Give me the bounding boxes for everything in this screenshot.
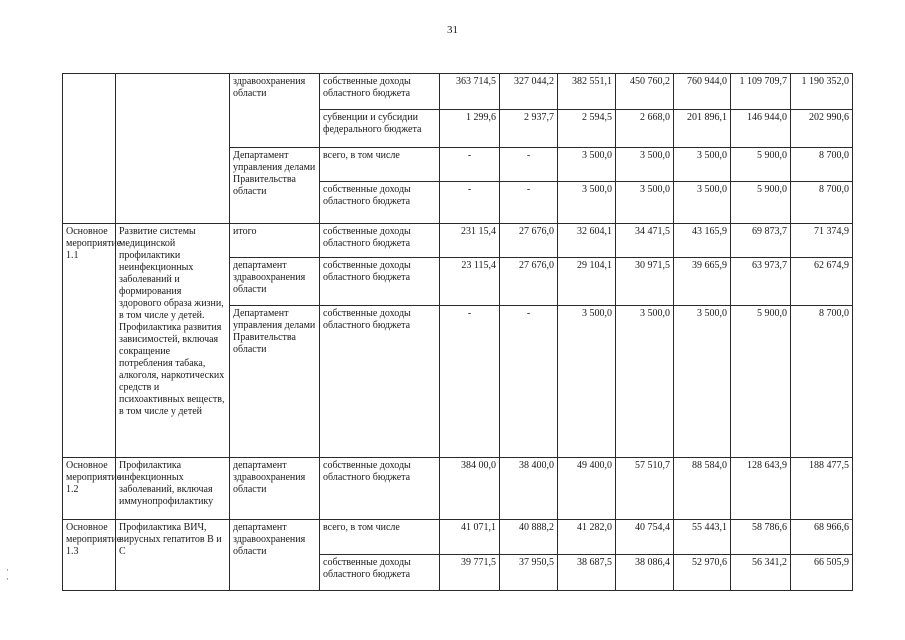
value-cell: 38 400,0 [500,458,558,520]
value-cell: 41 282,0 [558,520,616,555]
value-cell: 1 109 709,7 [731,74,791,110]
value-cell: 3 500,0 [674,306,731,458]
value-cell: 41 071,1 [440,520,500,555]
value-cell: 27 676,0 [500,224,558,258]
value-cell: 55 443,1 [674,520,731,555]
value-cell: 57 510,7 [616,458,674,520]
measure-description-cell: Профилактика инфекционных заболеваний, включая иммунопрофилактику [116,458,230,520]
executor-cell: итого [230,224,320,258]
value-cell: 38 687,5 [558,555,616,591]
value-cell: 1 190 352,0 [791,74,853,110]
value-cell: 3 500,0 [616,148,674,182]
funding-source-cell: собственные доходы областного бюджета [320,224,440,258]
value-cell: 27 676,0 [500,258,558,306]
value-cell: 39 771,5 [440,555,500,591]
executor-cell: Департамент управления делами Правительства области [230,148,320,224]
value-cell: 1 299,6 [440,110,500,148]
value-cell: 68 966,6 [791,520,853,555]
value-cell: 384 00,0 [440,458,500,520]
funding-source-cell: субвенции и субсидии федерального бюджета [320,110,440,148]
value-cell: 231 15,4 [440,224,500,258]
measure-cell: Основное мероприятие 1.3 [63,520,116,591]
value-cell: 40 888,2 [500,520,558,555]
value-cell: 2 594,5 [558,110,616,148]
table-row [63,74,853,110]
value-cell: 38 086,4 [616,555,674,591]
value-cell: 2 668,0 [616,110,674,148]
measure-description-cell [116,74,230,224]
value-cell: 23 115,4 [440,258,500,306]
measure-cell: Основное мероприятие 1.2 [63,458,116,520]
value-cell: 450 760,2 [616,74,674,110]
value-cell: 37 950,5 [500,555,558,591]
value-cell: 3 500,0 [674,182,731,224]
value-cell: - [500,148,558,182]
value-cell: 71 374,9 [791,224,853,258]
funding-source-cell: всего, в том числе [320,148,440,182]
measure-description-cell: Развитие системы медицинской профилактики неинфекционных заболеваний и формирования здорового образа жизни, в том числе у детей. Профилактика развития зависимостей, включая сокращение потребления табака, алкоголя, наркотических средств и психоактивных веществ, в том числе у детей [116,224,230,458]
value-cell: 202 990,6 [791,110,853,148]
executor-cell: департамент здравоохранения области [230,520,320,591]
table-row [63,458,853,520]
value-cell: - [440,306,500,458]
value-cell: - [500,182,558,224]
measure-cell [63,74,116,224]
value-cell: 88 584,0 [674,458,731,520]
value-cell: 39 665,9 [674,258,731,306]
value-cell: 69 873,7 [731,224,791,258]
executor-cell: здравоохранения области [230,74,320,148]
value-cell: 34 471,5 [616,224,674,258]
funding-source-cell: собственные доходы областного бюджета [320,555,440,591]
margin-mark: · · [6,565,9,584]
value-cell: 30 971,5 [616,258,674,306]
funding-source-cell: собственные доходы областного бюджета [320,458,440,520]
measure-description-cell: Профилактика ВИЧ, вирусных гепатитов В и С [116,520,230,591]
value-cell: 327 044,2 [500,74,558,110]
value-cell: 3 500,0 [558,148,616,182]
value-cell: 58 786,6 [731,520,791,555]
value-cell: 201 896,1 [674,110,731,148]
funding-source-cell: собственные доходы областного бюджета [320,306,440,458]
value-cell: 3 500,0 [616,306,674,458]
value-cell: 2 937,7 [500,110,558,148]
value-cell: 49 400,0 [558,458,616,520]
value-cell: - [440,148,500,182]
value-cell: 760 944,0 [674,74,731,110]
page-number: 31 [447,24,458,36]
executor-cell: департамент здравоохранения области [230,258,320,306]
value-cell: 3 500,0 [558,182,616,224]
value-cell: 363 714,5 [440,74,500,110]
value-cell: 62 674,9 [791,258,853,306]
funding-source-cell: собственные доходы областного бюджета [320,74,440,110]
value-cell: 3 500,0 [616,182,674,224]
value-cell: 66 505,9 [791,555,853,591]
value-cell: 63 973,7 [731,258,791,306]
executor-cell: Департамент управления делами Правительства области [230,306,320,458]
value-cell: 3 500,0 [558,306,616,458]
value-cell: 5 900,0 [731,182,791,224]
value-cell: 5 900,0 [731,148,791,182]
value-cell: 128 643,9 [731,458,791,520]
value-cell: 32 604,1 [558,224,616,258]
budget-table [62,73,853,591]
value-cell: - [440,182,500,224]
executor-cell: департамент здравоохранения области [230,458,320,520]
value-cell: 146 944,0 [731,110,791,148]
funding-source-cell: собственные доходы областного бюджета [320,258,440,306]
funding-source-cell: собственные доходы областного бюджета [320,182,440,224]
value-cell: 40 754,4 [616,520,674,555]
value-cell: 29 104,1 [558,258,616,306]
value-cell: 8 700,0 [791,306,853,458]
value-cell: 43 165,9 [674,224,731,258]
value-cell: 3 500,0 [674,148,731,182]
value-cell: 8 700,0 [791,182,853,224]
value-cell: 188 477,5 [791,458,853,520]
value-cell: 382 551,1 [558,74,616,110]
value-cell: 8 700,0 [791,148,853,182]
value-cell: 5 900,0 [731,306,791,458]
value-cell: 56 341,2 [731,555,791,591]
table-row [63,520,853,555]
measure-cell: Основное мероприятие 1.1 [63,224,116,458]
value-cell: - [500,306,558,458]
funding-source-cell: всего, в том числе [320,520,440,555]
table-row [63,224,853,258]
value-cell: 52 970,6 [674,555,731,591]
